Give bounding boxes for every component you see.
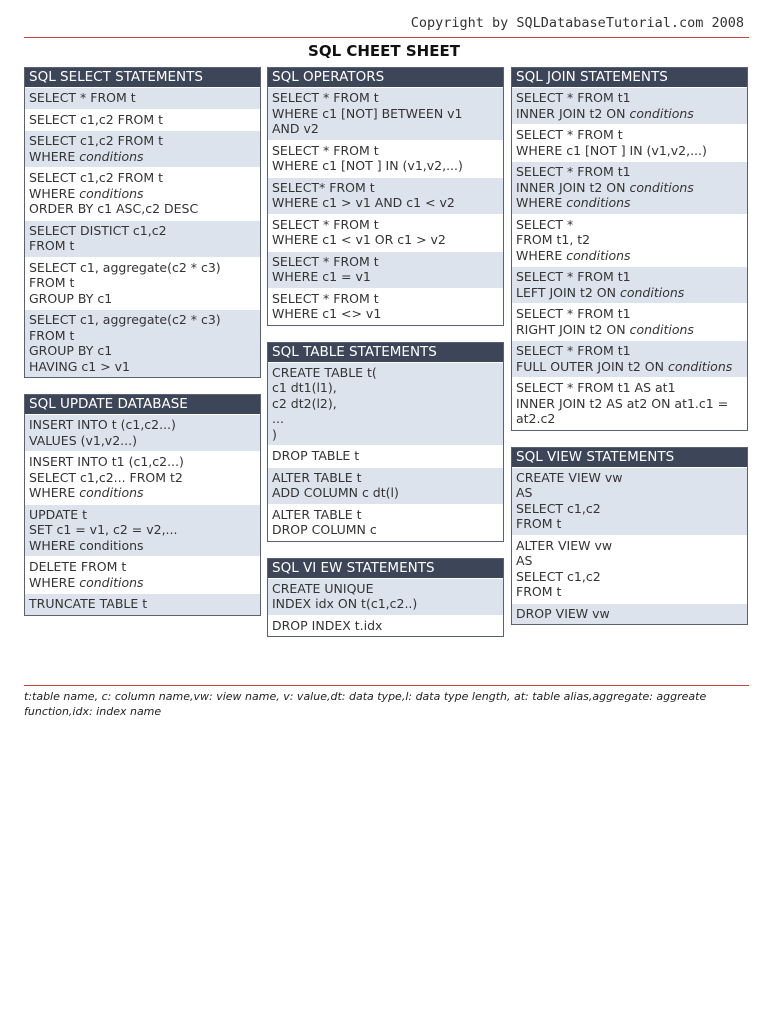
statement-line: SELECT c1,c2... FROM t2	[29, 469, 183, 485]
section-title: SQL TABLE STATEMENTS	[268, 343, 503, 362]
statement-line: AS	[516, 485, 533, 500]
statement-line: WHERE conditions	[29, 574, 144, 590]
statement-line: FROM t	[29, 327, 75, 343]
section-join	[511, 67, 748, 431]
section-title: SQL JOIN STATEMENTS	[512, 68, 747, 87]
statement-item	[25, 167, 260, 220]
statement-line: SELECT c1,c2 FROM t	[29, 170, 164, 185]
section-view	[511, 447, 748, 626]
statement-line: INSERT INTO t1 (c1,c2...)	[29, 454, 184, 469]
statement-line: SELECT c1, aggregate(c2 * c3)	[29, 312, 221, 327]
statement-item	[268, 504, 503, 541]
statement-item	[25, 556, 260, 593]
statement-line: ADD COLUMN c dt(l)	[272, 485, 399, 500]
statement-line: LEFT JOIN t2 ON conditions	[516, 284, 685, 300]
statement-line: CREATE UNIQUE	[272, 580, 374, 596]
statement-line: WHERE c1 = v1	[272, 269, 371, 284]
section-index	[267, 558, 504, 638]
statement-line: CREATE TABLE t(	[272, 364, 377, 380]
statement-line: SELECT * FROM t1	[516, 306, 631, 321]
column-left	[24, 67, 261, 632]
statement-line: ALTER TABLE t	[272, 469, 362, 485]
statement-line: ...	[272, 411, 284, 426]
statement-item	[512, 535, 747, 603]
statement-line: WHERE conditions	[29, 148, 144, 164]
statement-line: SET c1 = v1, c2 = v2,...	[29, 522, 178, 537]
statement-line: WHERE c1 [NOT] BETWEEN v1	[272, 105, 463, 121]
statement-item	[25, 593, 260, 615]
statement-item	[512, 124, 747, 161]
statement-line: DROP COLUMN c	[272, 522, 377, 537]
statement-item	[268, 362, 503, 446]
statement-line: )	[272, 426, 277, 442]
statement-item	[268, 615, 503, 637]
statement-line: SELECT * FROM t1 AS at1	[516, 380, 676, 395]
statement-line: WHERE c1 [NOT ] IN (v1,v2,...)	[272, 158, 463, 173]
statement-line: SELECT * FROM t	[516, 127, 623, 142]
section-operators	[267, 67, 504, 326]
section-table	[267, 342, 504, 542]
statement-line: SELECT * FROM t	[272, 253, 379, 269]
statement-line: DELETE FROM t	[29, 559, 127, 574]
statement-line: AS	[516, 553, 533, 568]
statement-item	[268, 140, 503, 177]
statement-item	[512, 303, 747, 340]
statement-item	[268, 251, 503, 288]
section-update	[24, 394, 261, 616]
statement-line: CREATE VIEW vw	[516, 469, 623, 485]
statement-line: GROUP BY c1	[29, 343, 113, 358]
statement-item	[512, 214, 747, 267]
statement-item	[268, 467, 503, 504]
statement-line: SELECT c1,c2 FROM t	[29, 111, 164, 127]
section-title: SQL UPDATE DATABASE	[25, 395, 260, 414]
statement-item	[25, 87, 260, 109]
statement-line: INNER JOIN t2 ON conditions	[516, 179, 694, 195]
statement-line: WHERE conditions	[29, 185, 144, 201]
statement-line: RIGHT JOIN t2 ON conditions	[516, 321, 694, 337]
statement-line: FROM t	[29, 275, 75, 290]
statement-line: SELECT DISTICT c1,c2	[29, 222, 167, 238]
statement-item	[512, 266, 747, 303]
statement-line: SELECT* FROM t	[272, 179, 375, 195]
statement-line: INNER JOIN t2 ON conditions	[516, 105, 694, 121]
statement-line: INNER JOIN t2 AS at2 ON at1.c1 =	[516, 395, 729, 411]
statement-line: SELECT * FROM t	[272, 290, 379, 306]
statement-line: WHERE c1 > v1 AND c1 < v2	[272, 195, 455, 210]
statement-line: FULL OUTER JOIN t2 ON conditions	[516, 358, 733, 374]
section-select	[24, 67, 261, 378]
statement-item	[268, 578, 503, 615]
statement-line: AND v2	[272, 121, 319, 136]
statement-line: c2 dt2(l2),	[272, 395, 337, 411]
statement-line: WHERE c1 [NOT ] IN (v1,v2,...)	[516, 142, 707, 158]
statement-item	[25, 451, 260, 504]
statement-line: WHERE c1 <> v1	[272, 306, 382, 321]
statement-line: HAVING c1 > v1	[29, 358, 130, 374]
statement-item	[268, 87, 503, 140]
statement-item	[25, 109, 260, 131]
statement-line: SELECT c1,c2	[516, 568, 601, 584]
statement-item	[512, 603, 747, 625]
statement-item	[25, 257, 260, 310]
section-title: SQL SELECT STATEMENTS	[25, 68, 260, 87]
statement-line: ORDER BY c1 ASC,c2 DESC	[29, 201, 199, 216]
statement-item	[25, 220, 260, 257]
page-title: SQL CHEET SHEET	[308, 42, 460, 60]
column-right	[511, 67, 748, 641]
statement-line: SELECT c1, aggregate(c2 * c3)	[29, 259, 221, 275]
section-title: SQL VIEW STATEMENTS	[512, 448, 747, 467]
statement-line: WHERE conditions	[516, 247, 631, 263]
statement-line: SELECT * FROM t1	[516, 343, 631, 358]
bottom-divider	[24, 685, 749, 686]
statement-line: WHERE conditions	[29, 485, 144, 500]
statement-line: INSERT INTO t (c1,c2...)	[29, 417, 176, 432]
statement-line: SELECT * FROM t1	[516, 164, 631, 179]
statement-line: SELECT * FROM t1	[516, 269, 631, 284]
statement-item	[512, 467, 747, 535]
statement-line: VALUES (v1,v2...)	[29, 432, 137, 448]
statement-line: GROUP BY c1	[29, 290, 113, 306]
statement-line: DROP INDEX t.idx	[272, 617, 383, 633]
legend-footnote: t:table name, c: column name,vw: view name, v: value,dt: data type,l: data type length, at: table alias,aggregate: aggreate function,idx: index name	[24, 690, 707, 718]
statement-line: WHERE conditions	[516, 195, 631, 210]
statement-item	[268, 214, 503, 251]
statement-line: WHERE c1 < v1 OR c1 > v2	[272, 232, 446, 247]
copyright-notice: Copyright by SQLDatabaseTutorial.com 2008	[410, 15, 744, 31]
statement-line: SELECT * FROM t	[29, 90, 136, 105]
section-title: SQL VI EW STATEMENTS	[268, 559, 503, 578]
statement-line: SELECT * FROM t	[272, 90, 379, 105]
statement-line: SELECT *	[516, 216, 574, 232]
statement-item	[268, 288, 503, 325]
statement-line: c1 dt1(l1),	[272, 380, 337, 395]
statement-item	[268, 445, 503, 467]
statement-line: FROM t	[516, 516, 562, 531]
statement-item	[512, 87, 747, 124]
statement-item	[25, 130, 260, 167]
section-title: SQL OPERATORS	[268, 68, 503, 87]
statement-line: ALTER TABLE t	[272, 506, 362, 522]
statement-line: FROM t	[516, 584, 562, 599]
statement-line: TRUNCATE TABLE t	[29, 596, 148, 611]
statement-item	[25, 504, 260, 557]
statement-item	[512, 340, 747, 377]
statement-line: INDEX idx ON t(c1,c2..)	[272, 596, 418, 611]
statement-line: UPDATE t	[29, 506, 88, 522]
statement-item	[268, 177, 503, 214]
statement-line: FROM t1, t2	[516, 232, 591, 247]
statement-line: DROP TABLE t	[272, 448, 360, 463]
statement-item	[512, 161, 747, 214]
statement-item	[25, 309, 260, 377]
statement-line: SELECT c1,c2	[516, 500, 601, 516]
statement-line: at2.c2	[516, 411, 556, 426]
statement-line: SELECT * FROM t1	[516, 90, 631, 105]
statement-line: ALTER VIEW vw	[516, 537, 613, 553]
statement-line: FROM t	[29, 238, 75, 253]
statement-line: WHERE conditions	[29, 537, 144, 553]
statement-item	[512, 377, 747, 430]
statement-line: DROP VIEW vw	[516, 605, 610, 621]
statement-line: SELECT * FROM t	[272, 142, 379, 158]
top-divider	[24, 37, 749, 38]
column-middle	[267, 67, 504, 653]
statement-line: SELECT * FROM t	[272, 216, 379, 232]
statement-line: SELECT c1,c2 FROM t	[29, 133, 164, 148]
statement-item	[25, 414, 260, 451]
